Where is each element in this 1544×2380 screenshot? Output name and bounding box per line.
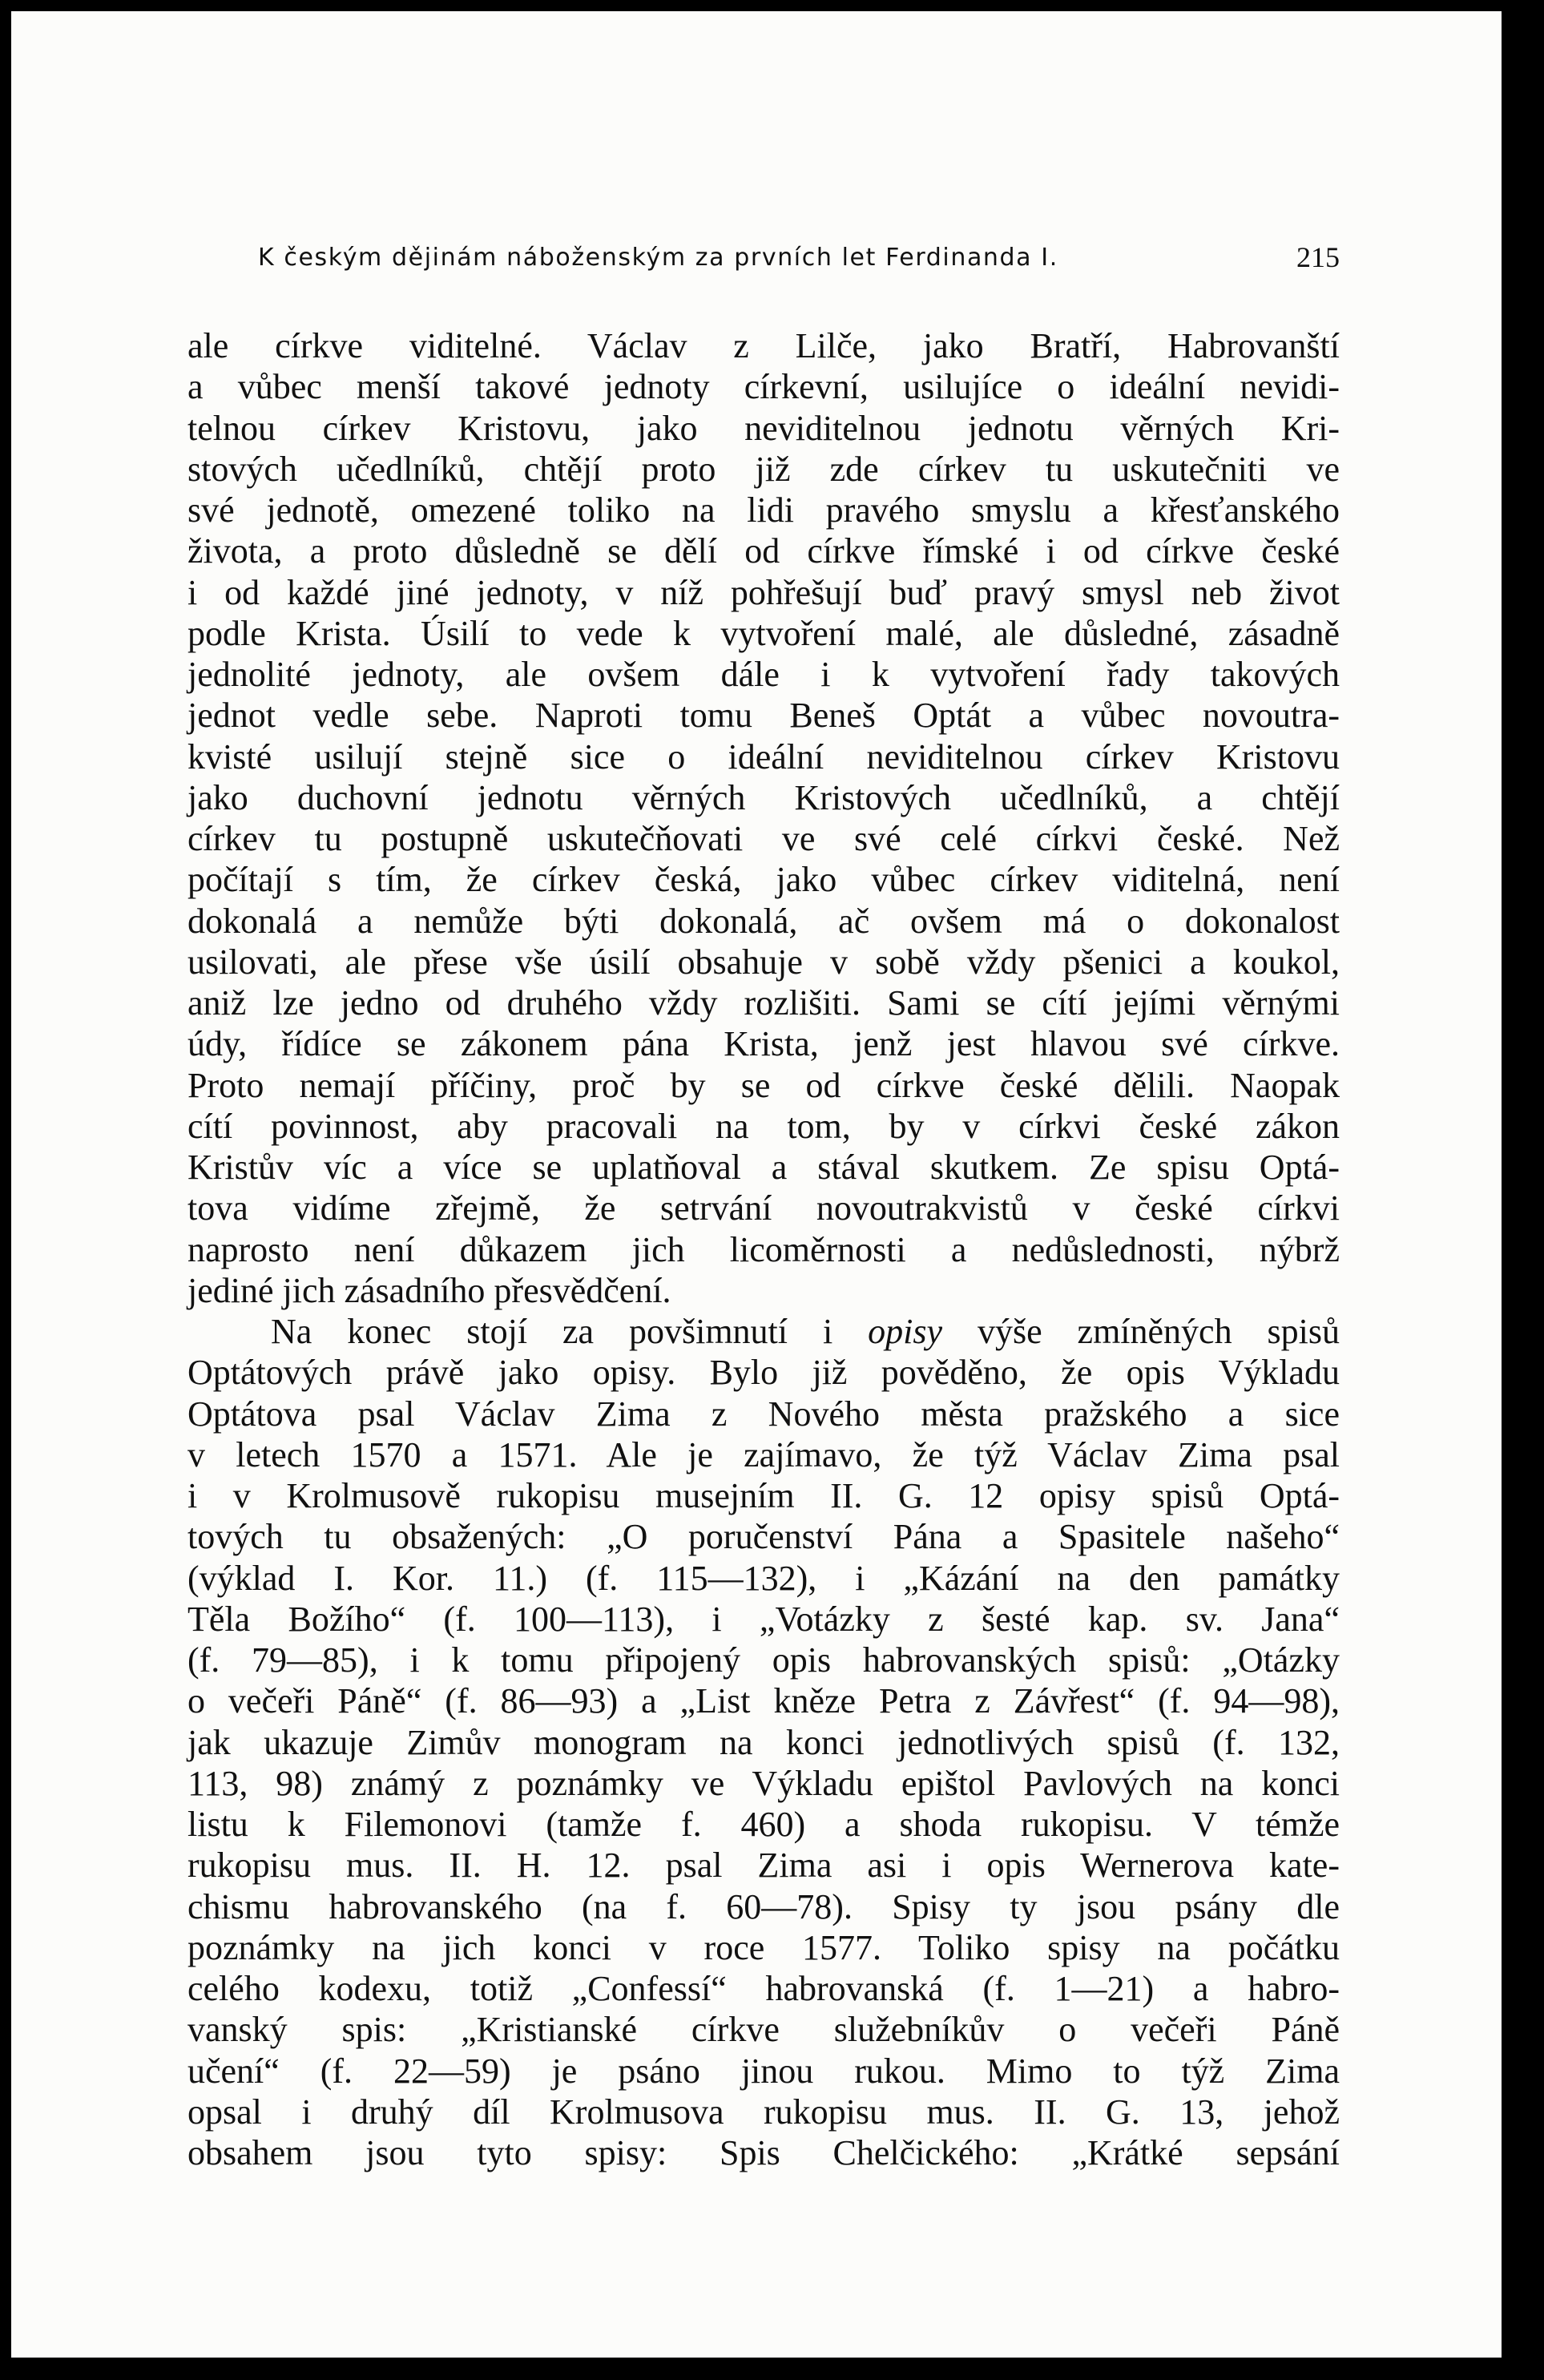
page-header <box>258 237 1340 285</box>
text-line: stových učedlníků, chtějí proto již zde církev tu uskutečniti ve <box>187 449 1340 489</box>
text-line: o večeři Páně“ (f. 86—93) a „List kněze Petra z Závřest“ (f. 94—98), <box>187 1681 1340 1721</box>
paragraph-first-line: Na konec stojí za povšimnutí i opisy výše zmíněných spisů <box>271 1312 1340 1351</box>
text-line: počítají s tím, že církev česká, jako vůbec církev viditelná, není <box>187 860 1340 900</box>
text-line: listu k Filemonovi (tamže f. 460) a shoda rukopisu. V témže <box>187 1805 1340 1844</box>
text-line: Optátových právě jako opisy. Bylo již pověděno, že opis Výkladu <box>187 1353 1340 1393</box>
page <box>11 11 1502 2358</box>
text-line: podle Krista. Úsilí to vede k vytvoření malé, ale důsledné, zásadně <box>187 613 1340 653</box>
text-line: poznámky na jich konci v roce 1577. Toliko spisy na počátku <box>187 1927 1340 1967</box>
text-line: Proto nemají příčiny, proč by se od církve české dělili. Naopak <box>187 1065 1340 1105</box>
text-line: Těla Božího“ (f. 100—113), i „Votázky z šesté kap. sv. Jana“ <box>187 1599 1340 1639</box>
text-line: 113, 98) známý z poznámky ve Výkladu epištol Pavlových na konci <box>187 1763 1340 1803</box>
text-line: a vůbec menší takové jednoty církevní, usilujíce o ideální nevidi- <box>187 367 1340 407</box>
text-line: jako duchovní jednotu věrných Kristových učedlníků, a chtějí <box>187 777 1340 817</box>
text-line: chismu habrovanského (na f. 60—78). Spisy ty jsou psány dle <box>187 1886 1340 1926</box>
text-line: učení“ (f. 22—59) je psáno jinou rukou. Mimo to týž Zima <box>187 2051 1340 2091</box>
text-line: vanský spis: „Kristianské církve služebníkův o večeři Páně <box>187 2010 1340 2050</box>
text-line: telnou církev Kristovu, jako neviditelnou jednotu věrných Kri- <box>187 408 1340 448</box>
running-title: K českým dějinám náboženským za prvních let Ferdinanda I. <box>258 244 1058 272</box>
page-number: 215 <box>1296 241 1340 273</box>
text-line: cítí povinnost, aby pracovali na tom, by v církvi české zákon <box>187 1106 1340 1146</box>
text-line: jednolité jednoty, ale ovšem dále i k vytvoření řady takových <box>187 655 1340 694</box>
text-line: údy, řídíce se zákonem pána Krista, jenž jest hlavou své církve. <box>187 1024 1340 1064</box>
text-line: naprosto není důkazem jich licoměrnosti a nedůslednosti, nýbrž <box>187 1229 1340 1269</box>
text-line: Optátova psal Václav Zima z Nového města pražského a sice <box>187 1394 1340 1434</box>
text-line: života, a proto důsledně se dělí od církve římské i od církve české <box>187 531 1340 571</box>
text-line: tových tu obsažených: „O poručenství Pána a Spasitele našeho“ <box>187 1517 1340 1557</box>
text-line: jak ukazuje Zimův monogram na konci jednotlivých spisů (f. 132, <box>187 1722 1340 1762</box>
text-line: kvisté usilují stejně sice o ideální neviditelnou církev Kristovu <box>187 736 1340 777</box>
text-line: ale církve viditelné. Václav z Lilče, jako Bratří, Habrovanští <box>187 326 1340 365</box>
text-line: dokonalá a nemůže býti dokonalá, ač ovšem má o dokonalost <box>187 901 1340 941</box>
text-line: církev tu postupně uskutečňovati ve své celé církvi české. Než <box>187 819 1340 858</box>
text-line: opsal i druhý díl Krolmusova rukopisu mus. II. G. 13, jehož <box>187 2092 1340 2132</box>
paragraph-last-line: jediné jich zásadního přesvědčení. <box>187 1270 671 1310</box>
emphasis: opisy <box>868 1312 943 1351</box>
text-line: usilovati, ale přese vše úsilí obsahuje v sobě vždy pšenici a koukol, <box>187 942 1340 982</box>
text-line: tova vidíme zřejmě, že setrvání novoutrakvistů v české církvi <box>187 1188 1340 1228</box>
text-line: rukopisu mus. II. H. 12. psal Zima asi i opis Wernerova kate- <box>187 1846 1340 1886</box>
text-line: aniž lze jedno od druhého vždy rozlišiti. Sami se cítí jejími věrnými <box>187 983 1340 1023</box>
text-line: jednot vedle sebe. Naproti tomu Beneš Optát a vůbec novoutra- <box>187 696 1340 736</box>
text-line: Kristův víc a více se uplatňoval a stával skutkem. Ze spisu Optá- <box>187 1148 1340 1187</box>
body-text <box>187 325 1340 2173</box>
text-line: (výklad I. Kor. 11.) (f. 115—132), i „Kázání na den památky <box>187 1558 1340 1598</box>
text-line: své jednotě, omezené toliko na lidi pravého smyslu a křesťanského <box>187 490 1340 530</box>
text-line: celého kodexu, totiž „Confessí“ habrovanská (f. 1—21) a habro- <box>187 1969 1340 2008</box>
text-line: i od každé jiné jednoty, v níž pohřešují buď pravý smysl neb život <box>187 572 1340 612</box>
text-line: obsahem jsou tyto spisy: Spis Chelčického: „Krátké sepsání <box>187 2133 1340 2172</box>
text-line: i v Krolmusově rukopisu musejním II. G. 12 opisy spisů Optá- <box>187 1476 1340 1515</box>
text-line: v letech 1570 a 1571. Ale je zajímavo, že týž Václav Zima psal <box>187 1434 1340 1474</box>
text-line: (f. 79—85), i k tomu připojený opis habrovanských spisů: „Otázky <box>187 1640 1340 1680</box>
